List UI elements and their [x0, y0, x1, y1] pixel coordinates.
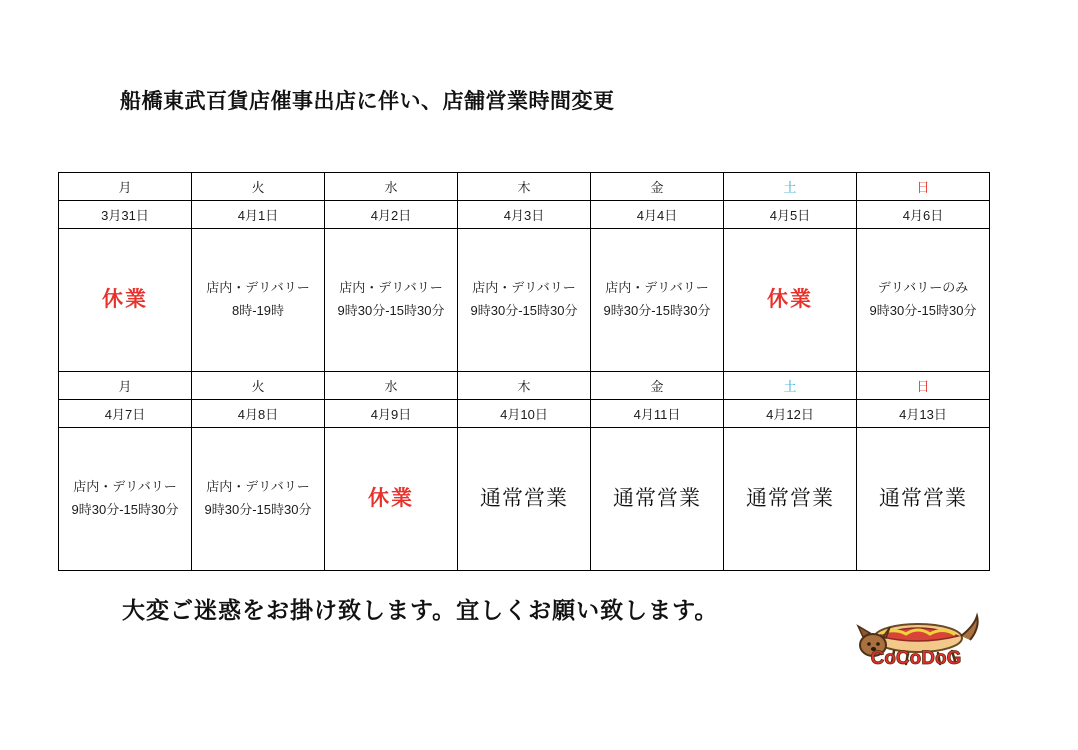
- date-label: 4月10日: [500, 407, 548, 422]
- table-row-hours: [59, 428, 990, 571]
- cocodog-logo: [846, 612, 986, 674]
- table-row-date: [59, 400, 990, 428]
- weekday-label: 木: [517, 180, 531, 195]
- weekday-label-sunday: 日: [916, 180, 930, 195]
- hours-cell: [458, 229, 591, 372]
- table-row-hours: [59, 229, 990, 372]
- hours-detail-line2: 9時30分-15時30分: [470, 303, 578, 318]
- date-cell: [59, 201, 192, 229]
- weekday-cell: [591, 173, 724, 201]
- hours-cell: [325, 229, 458, 372]
- hours-cell: [458, 428, 591, 571]
- weekday-label-saturday: 土: [783, 180, 797, 195]
- date-cell: [192, 201, 325, 229]
- weekday-label: 金: [650, 180, 664, 195]
- weekday-cell: [724, 372, 857, 400]
- weekday-cell: [458, 372, 591, 400]
- date-label: 4月7日: [104, 407, 146, 422]
- hours-detail-line1: 店内・デリバリー: [605, 280, 709, 296]
- weekday-cell: [591, 372, 724, 400]
- hours-detail-line2: 9時30分-15時30分: [869, 303, 977, 318]
- closed-label: 休業: [767, 287, 813, 311]
- date-label: 3月31日: [101, 208, 149, 223]
- closed-label: 休業: [102, 287, 148, 311]
- hours-cell: [192, 428, 325, 571]
- weekday-cell: [724, 173, 857, 201]
- date-cell: [857, 201, 990, 229]
- weekday-label: 月: [118, 180, 132, 195]
- weekday-label: 金: [650, 379, 664, 394]
- weekday-label: 木: [517, 379, 531, 394]
- weekday-cell: [325, 372, 458, 400]
- weekday-cell: [857, 173, 990, 201]
- hours-cell: [325, 428, 458, 571]
- hours-detail-line1: 店内・デリバリー: [206, 280, 310, 296]
- normal-hours-label: 通常営業: [746, 486, 834, 510]
- date-label: 4月5日: [769, 208, 811, 223]
- date-label: 4月6日: [902, 208, 944, 223]
- weekday-cell: [458, 173, 591, 201]
- weekday-cell: [325, 173, 458, 201]
- table-row-weekday: [59, 173, 990, 201]
- date-label: 4月12日: [766, 407, 814, 422]
- weekday-label-saturday: 土: [783, 379, 797, 394]
- date-label: 4月3日: [503, 208, 545, 223]
- weekday-label: 火: [251, 180, 265, 195]
- date-cell: [724, 400, 857, 428]
- hours-cell: [59, 428, 192, 571]
- weekday-cell: [59, 372, 192, 400]
- normal-hours-label: 通常営業: [613, 486, 701, 510]
- date-label: 4月8日: [237, 407, 279, 422]
- date-label: 4月4日: [636, 208, 678, 223]
- table-row-weekday: [59, 372, 990, 400]
- logo-wordmark: CoCoDoG: [870, 648, 962, 669]
- hours-cell: [192, 229, 325, 372]
- hours-detail-line2: 8時-19時: [231, 303, 285, 318]
- weekday-label: 月: [118, 379, 132, 394]
- weekday-cell: [192, 173, 325, 201]
- date-cell: [591, 400, 724, 428]
- hours-detail-line2: 9時30分-15時30分: [337, 303, 445, 318]
- footer-note: 大変ご迷惑をお掛け致します。宜しくお願い致します。: [122, 597, 719, 623]
- hours-detail-line2: 9時30分-15時30分: [603, 303, 711, 318]
- date-cell: [724, 201, 857, 229]
- weekday-label: 水: [384, 379, 398, 394]
- hours-detail: [325, 280, 457, 323]
- hours-detail-line2: 9時30分-15時30分: [71, 502, 179, 517]
- hours-detail: [591, 280, 723, 323]
- date-label: 4月11日: [633, 407, 681, 422]
- hours-detail: [857, 280, 989, 323]
- date-cell: [458, 400, 591, 428]
- hours-detail-line1: 店内・デリバリー: [339, 280, 443, 296]
- weekday-label-sunday: 日: [916, 379, 930, 394]
- date-cell: [857, 400, 990, 428]
- hours-detail-line1: 店内・デリバリー: [73, 479, 177, 495]
- hours-detail: [59, 479, 191, 522]
- closed-label: 休業: [368, 486, 414, 510]
- hours-detail: [192, 280, 324, 323]
- hours-cell: [857, 428, 990, 571]
- date-cell: [325, 201, 458, 229]
- date-cell: [591, 201, 724, 229]
- weekday-cell: [59, 173, 192, 201]
- date-cell: [458, 201, 591, 229]
- hours-cell: [724, 229, 857, 372]
- weekday-cell: [192, 372, 325, 400]
- hours-cell: [59, 229, 192, 372]
- page-title: 船橋東武百貨店催事出店に伴い、店舗営業時間変更: [120, 90, 615, 113]
- date-label: 4月13日: [899, 407, 947, 422]
- hours-cell: [591, 428, 724, 571]
- normal-hours-label: 通常営業: [480, 486, 568, 510]
- date-label: 4月2日: [370, 208, 412, 223]
- hours-detail: [458, 280, 590, 323]
- weekday-label: 水: [384, 180, 398, 195]
- date-cell: [325, 400, 458, 428]
- hours-detail-line1: 店内・デリバリー: [472, 280, 576, 296]
- weekday-cell: [857, 372, 990, 400]
- date-cell: [59, 400, 192, 428]
- hours-detail-line2: 9時30分-15時30分: [204, 502, 312, 517]
- hours-cell: [857, 229, 990, 372]
- date-cell: [192, 400, 325, 428]
- hours-detail-line1: デリバリーのみ: [877, 280, 969, 296]
- hours-cell: [724, 428, 857, 571]
- table-row-date: [59, 201, 990, 229]
- weekday-label: 火: [251, 379, 265, 394]
- hours-detail: [192, 479, 324, 522]
- business-hours-table: [58, 172, 990, 571]
- hours-detail-line1: 店内・デリバリー: [206, 479, 310, 495]
- date-label: 4月1日: [237, 208, 279, 223]
- normal-hours-label: 通常営業: [879, 486, 967, 510]
- hours-cell: [591, 229, 724, 372]
- date-label: 4月9日: [370, 407, 412, 422]
